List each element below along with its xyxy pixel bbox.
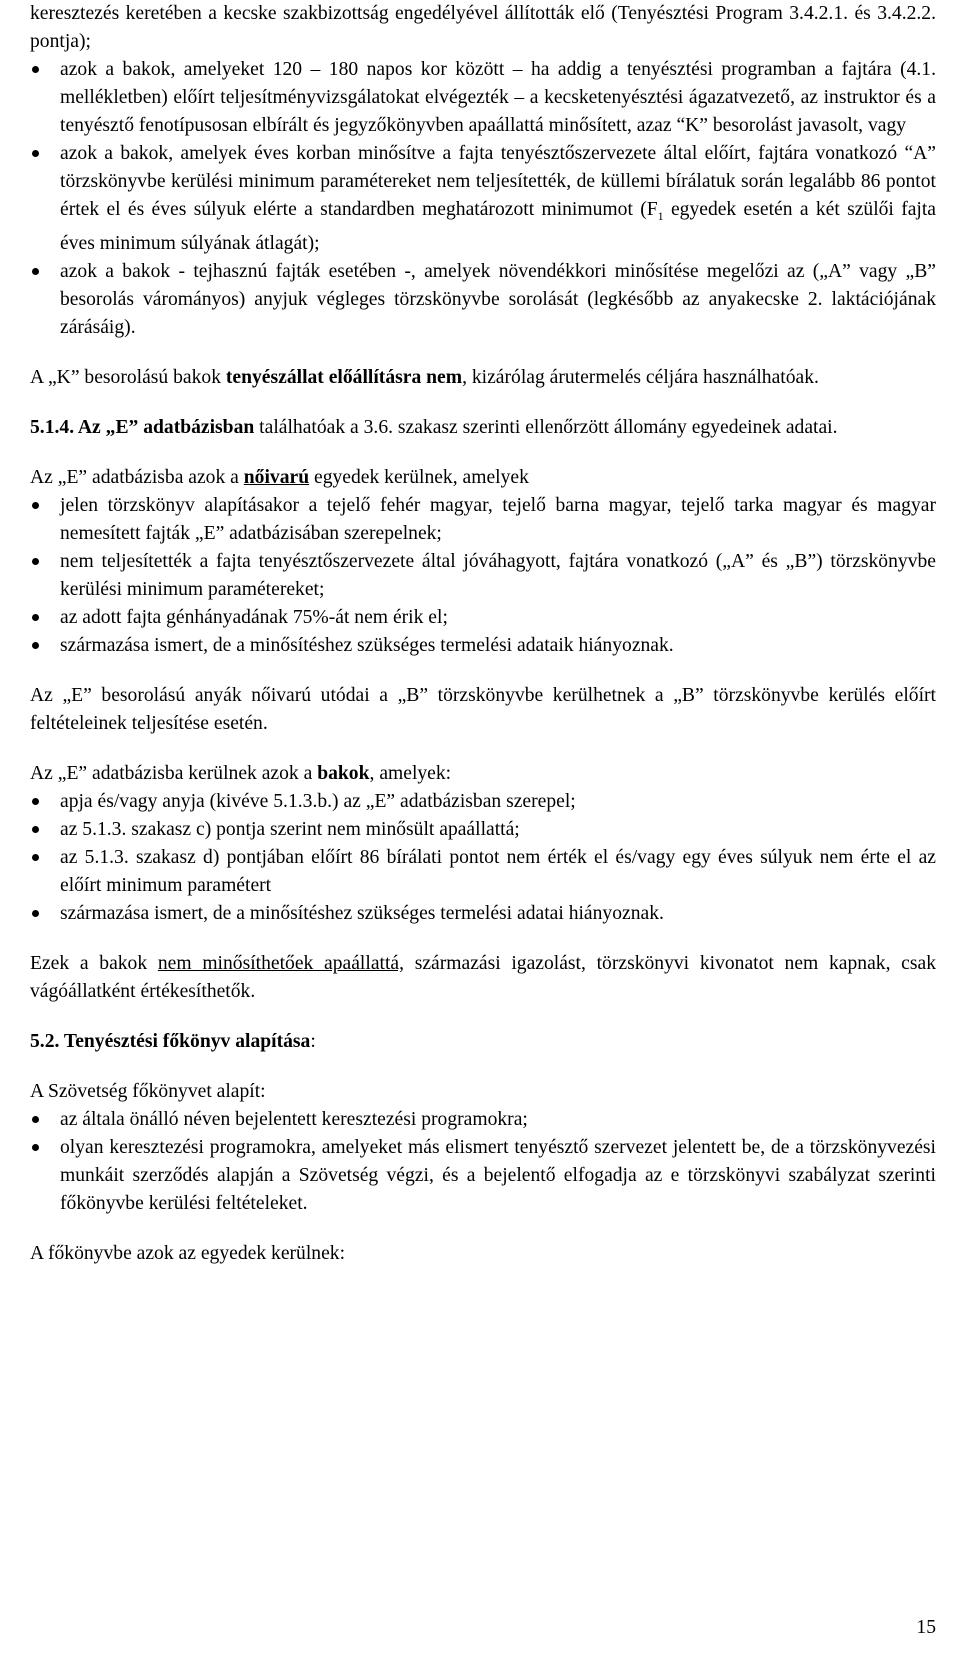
- text-span: egyedek kerülnek, amelyek: [309, 466, 529, 488]
- bold-text: nőivarú: [243, 466, 310, 488]
- list-item: azok a bakok, amelyeket 120 – 180 napos kor között – ha addig a tenyésztési programban a fajtára (4.1. mellékletben) előírt teljesítményvizsgálatokat elvégezték – a kecsketenyésztési ágazatvezető, az instruktor és a tenyésztő fenotípusosan elbírált és jegyzőkönyvben apaállattá minősített, azaz “K” besorolást javasolt, vagy: [30, 56, 936, 140]
- e-female-note: Az „E” besorolású anyák nőivarú utódai a „B” törzskönyvbe kerülhetnek a „B” törzskönyvbe kerülés előírt feltételeinek teljesítése esetén.: [30, 684, 936, 734]
- closing-line: A főkönyvbe azok az egyedek kerülnek:: [30, 1242, 346, 1264]
- subscript: 1: [657, 208, 664, 223]
- list-item-text: azok a bakok, amelyek éves korban minősítve a fajta tenyésztőszervezete által előírt, fajtára vonatkozó “A” törzskönyvbe kerülési minimum paramétereket nem teljesítették, de küllemi bírálatuk során legalább 86 pontot értek el és éves súlyuk elérte a standardben meghatározott minimumot (F: [60, 143, 936, 220]
- list-item: apja és/vagy anyja (kivéve 5.1.3.b.) az „E” adatbázisban szerepel;: [30, 788, 936, 816]
- list-item: nem teljesítették a fajta tenyésztőszervezete által jóváhagyott, fajtára vonatkozó („A” és „B”) törzskönyvbe kerülési minimum paramétereket;: [30, 548, 936, 604]
- section-heading: 5.2. Tenyésztési főkönyv alapítása: [30, 1030, 311, 1052]
- underlined-text: nem minősíthetőek apaállattá,: [157, 952, 404, 974]
- text-span: :: [310, 1030, 316, 1052]
- k-note: [30, 364, 936, 392]
- list-item: származása ismert, de a minősítéshez szükséges termelési adataik hiányoznak.: [30, 632, 936, 660]
- list-item: jelen törzskönyv alapításakor a tejelő fehér magyar, tejelő barna magyar, tejelő tarka magyar és magyar nemesített fajták „E” adatbázisában szerepelnek;: [30, 492, 936, 548]
- e-male-list: [30, 788, 936, 928]
- list-item: olyan keresztezési programokra, amelyeket más elismert tenyésztő szervezet jelentett be, de a törzskönyvezési munkáit szerződés alapján a Szövetség végzi, és a bejelentő elfogadja az e törzskönyvi szabályzat szerinti főkönyvbe kerülési feltételeket.: [30, 1134, 936, 1218]
- section-heading: 5.1.4. Az „E” adatbázisban: [30, 416, 255, 438]
- text-span: Ezek a bakok: [30, 952, 158, 974]
- page-number: 15: [916, 1617, 936, 1638]
- list-item: az 5.1.3. szakasz d) pontjában előírt 86 bírálati pontot nem érték el és/vagy egy éves súlyuk nem érte el az előírt minimum paramétert: [30, 844, 936, 900]
- text-span: , kizárólag árutermelés céljára használhatóak.: [462, 366, 819, 388]
- list-item: az általa önálló néven bejelentett keresztezési programokra;: [30, 1106, 936, 1134]
- document-page: [30, 0, 936, 1268]
- continuation-text: keresztezés keretében a kecske szakbizottság engedélyével állították elő (Tenyésztési Program 3.4.2.1. és 3.4.2.2. pontja);: [30, 3, 936, 52]
- section-52: [30, 1028, 936, 1056]
- text-span: származási igazolást, törzskönyvi kivonatot nem kapnak, csak vágóállatként értékesíthetők.: [30, 952, 936, 1002]
- list-item-text-rest: egyedek esetén a két szülői fajta éves minimum súlyának átlagát);: [60, 199, 936, 254]
- list-item: azok a bakok - tejhasznú fajták esetében -, amelyek növendékkori minősítése megelőzi az („A” vagy „B” besorolás várományos) anyjuk végleges törzskönyvbe sorolását (legkésőbb az anyakecske 2. laktációjának zárásáig).: [30, 258, 936, 342]
- text-span: Az „E” adatbázisba kerülnek azok a: [30, 762, 318, 784]
- text-span: Az „E” adatbázisba azok a: [30, 466, 244, 488]
- list-item: származása ismert, de a minősítéshez szükséges termelési adatai hiányoznak.: [30, 900, 936, 928]
- k-bull-list: [30, 56, 936, 342]
- text-span: , amelyek:: [369, 762, 452, 784]
- e-female-list: [30, 492, 936, 660]
- text-span: találhatóak a 3.6. szakasz szerinti ellenőrzött állomány egyedeinek adatai.: [254, 416, 838, 438]
- bold-text: bakok: [317, 762, 370, 784]
- list-item: az adott fajta génhányadának 75%-át nem érik el;: [30, 604, 936, 632]
- list-item: [30, 140, 936, 258]
- foundation-list: [30, 1106, 936, 1218]
- e-female-intro: [30, 464, 936, 492]
- e-male-note: [30, 950, 936, 1006]
- text-span: A „K” besorolású bakok: [30, 366, 226, 388]
- foundation-intro: A Szövetség főkönyvet alapít:: [30, 1080, 266, 1102]
- bold-text: tenyészállat előállításra nem: [225, 366, 463, 388]
- section-514: [30, 414, 936, 442]
- e-male-intro: [30, 760, 936, 788]
- list-item: az 5.1.3. szakasz c) pontja szerint nem minősült apaállattá;: [30, 816, 936, 844]
